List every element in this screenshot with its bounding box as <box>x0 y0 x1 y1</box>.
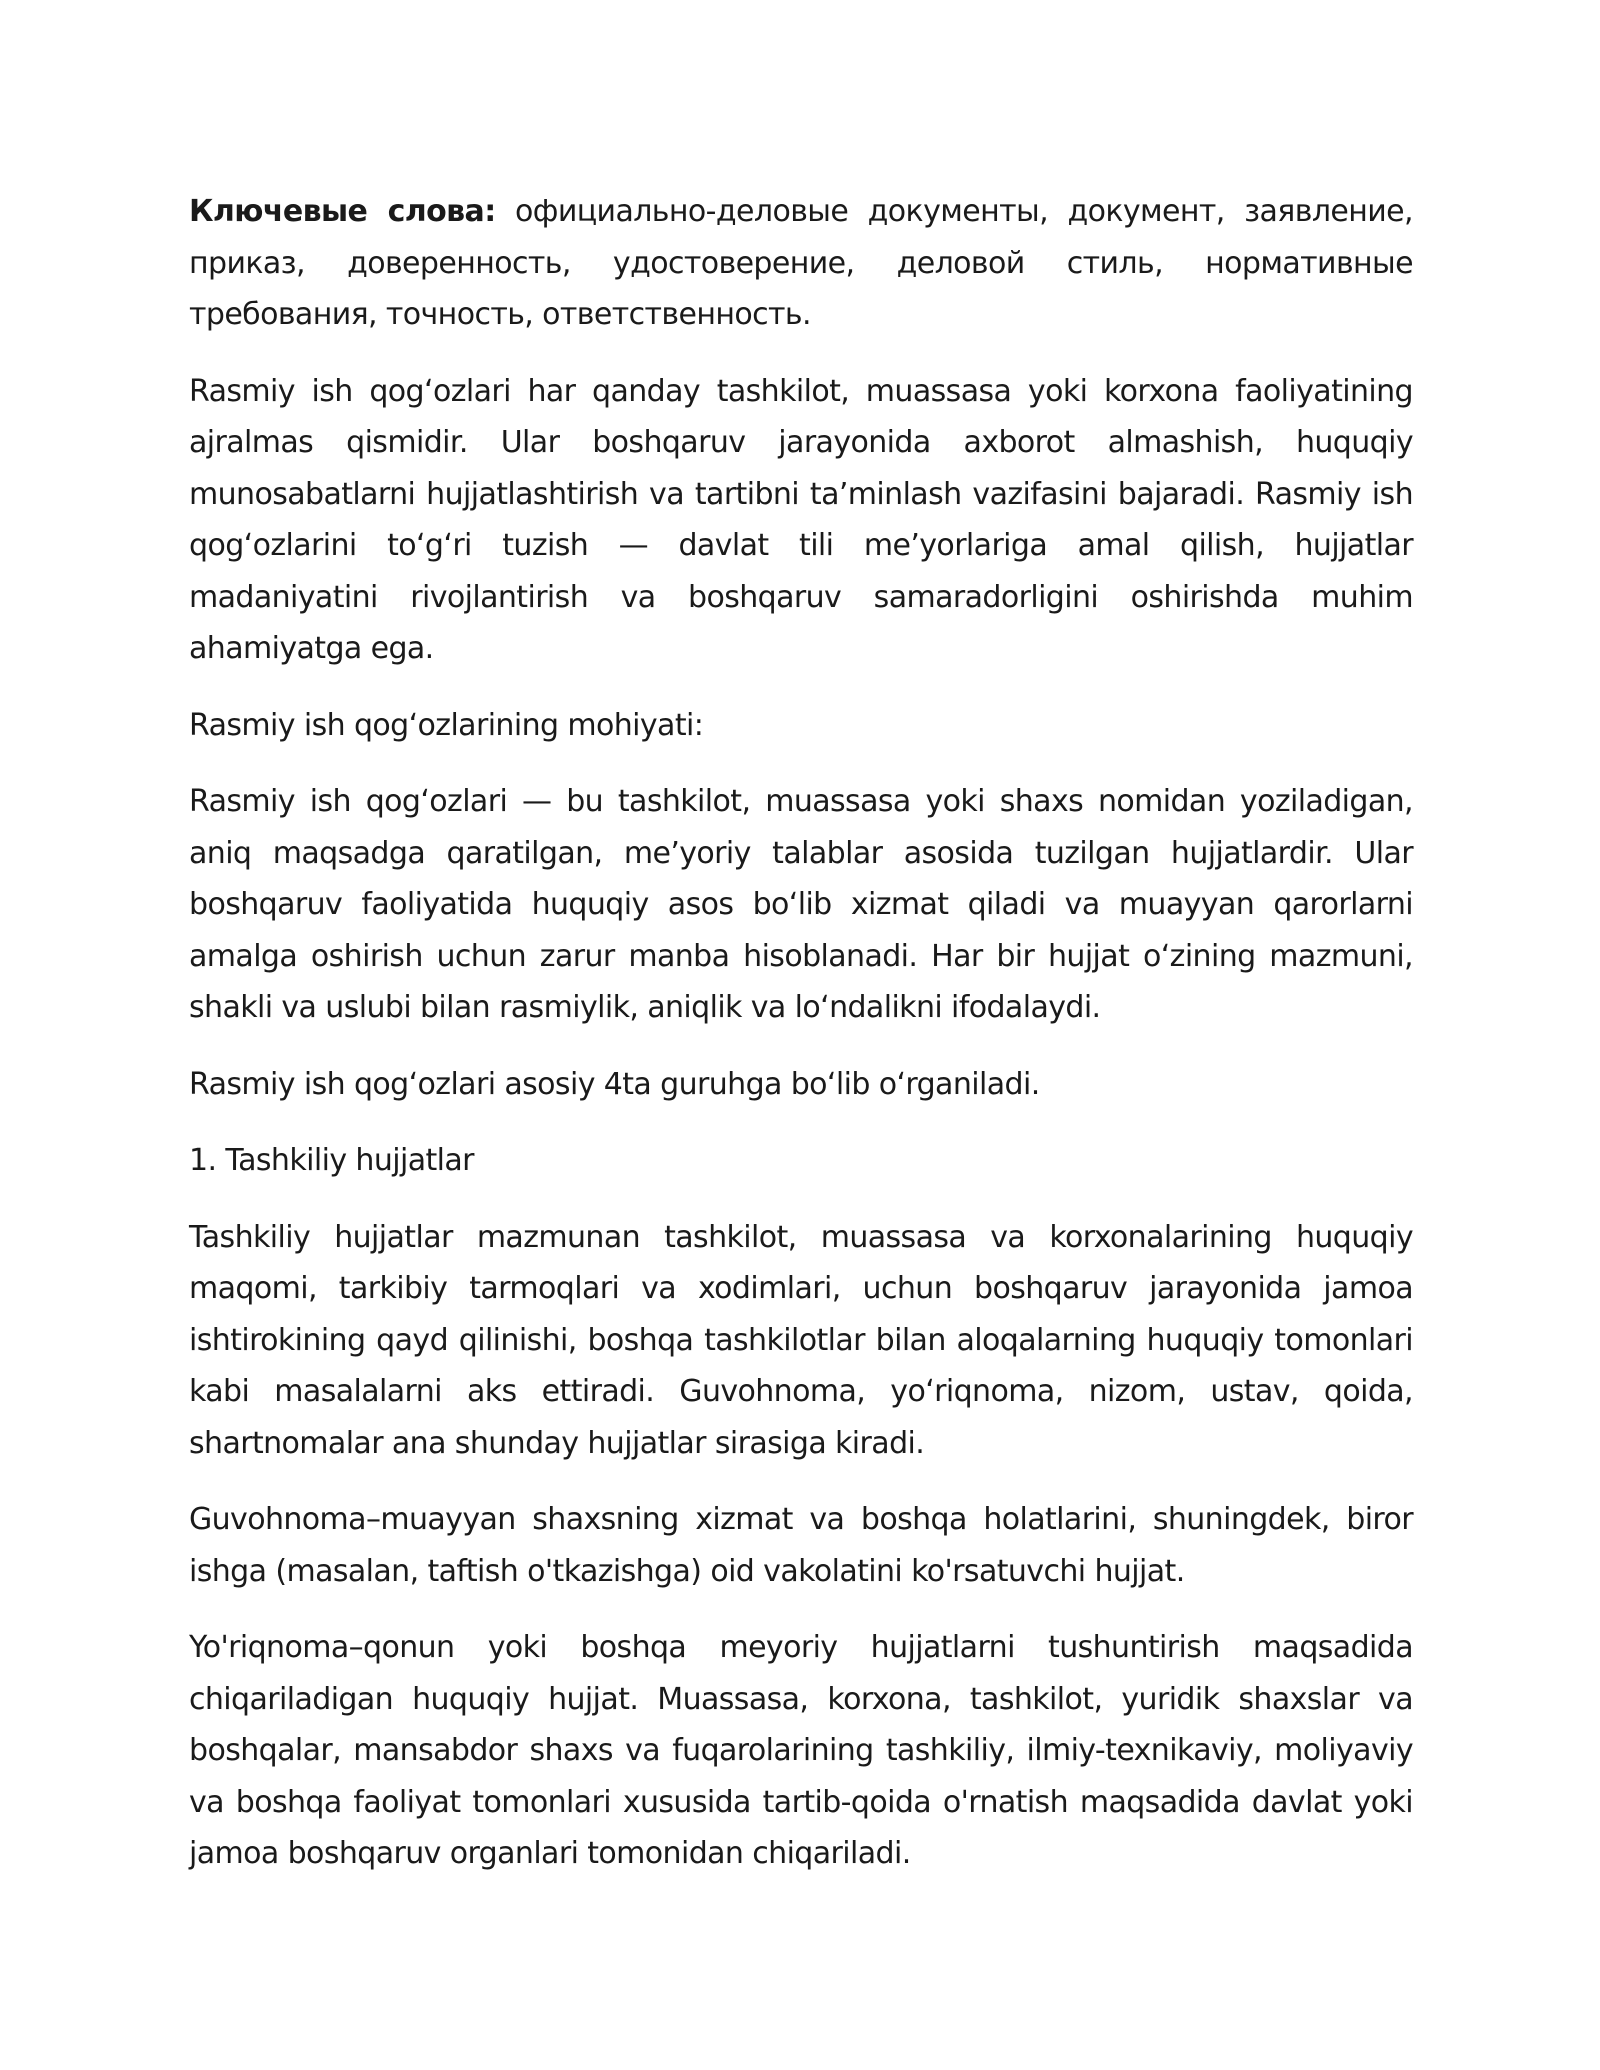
essence-heading: Rasmiy ish qogʻozlarining mohiyati: <box>189 707 704 743</box>
intro-paragraph: Rasmiy ish qogʻozlari har qanday tashkilot, muassasa yoki korxona faoliyatining ajralmas qismidir. Ular boshqaruv jarayonida axborot almashish, huquqiy munosabatlarni hujjatlashtirish va tartibni ta’minlash vazifasini bajaradi. Rasmiy ish qogʻozlarini toʻgʻri tuzish — davlat tili me’yorlariga amal qilish, hujjatlar madaniyatini rivojlantirish va boshqaruv samaradorligini oshirishda muhim ahamiyatga ega. <box>189 373 1413 666</box>
organizational-paragraph: Tashkiliy hujjatlar mazmunan tashkilot, muassasa va korxonalarining huquqiy maqomi, tarkibiy tarmoqlari va xodimlari, uchun boshqaruv jarayonida jamoa ishtirokining qayd qilinishi, boshqa tashkilotlar bilan aloqalarning huquqiy tomonlari kabi masalalarni aks ettiradi. Guvohnoma, yoʻriqnoma, nizom, ustav, qoida, shartnomalar ana shunday hujjatlar sirasiga kiradi. <box>189 1219 1413 1461</box>
keywords-paragraph <box>189 186 1413 341</box>
section-heading-organizational: 1. Tashkiliy hujjatlar <box>189 1143 474 1178</box>
keywords-label: Ключевые слова: <box>189 194 496 229</box>
essence-paragraph: Rasmiy ish qogʻozlari — bu tashkilot, muassasa yoki shaxs nomidan yoziladigan, aniq maqsadga qaratilgan, me’yoriy talablar asosida tuzilgan hujjatlardir. Ular boshqaruv faoliyatida huquqiy asos boʻlib xizmat qiladi va muayyan qarorlarni amalga oshirish uchun zarur manba hisoblanadi. Har bir hujjat oʻzining mazmuni, shakli va uslubi bilan rasmiylik, aniqlik va loʻndalikni ifodalaydi. <box>189 784 1413 1025</box>
instruction-definition: Yo'riqnoma–qonun yoki boshqa meyoriy hujjatlarni tushuntirish maqsadida chiqariladigan huquqiy hujjat. Muassasa, korxona, tashkilot, yuridik shaxslar va boshqalar, mansabdor shaxs va fuqarolarining tashkiliy, ilmiy-texnikaviy, moliyaviy va boshqa faoliyat tomonlari xususida tartib-qoida o'rnatish maqsadida davlat yoki jamoa boshqaruv organlari tomonidan chiqariladi. <box>189 1630 1413 1871</box>
keywords-text: официально-деловые документы, документ, заявление, приказ, доверенность, удостоверение, деловой стиль, нормативные требования, точность, ответственность. <box>189 194 1413 332</box>
groups-sentence: Rasmiy ish qogʻozlari asosiy 4ta guruhga boʻlib oʻrganiladi. <box>189 1066 1040 1102</box>
certificate-definition: Guvohnoma–muayyan shaxsning xizmat va boshqa holatlarini, shuningdek, biror ishga (masalan, taftish o'tkazishga) oid vakolatini ko'rsatuvchi hujjat. <box>189 1502 1413 1589</box>
document-body <box>189 186 1413 1905</box>
